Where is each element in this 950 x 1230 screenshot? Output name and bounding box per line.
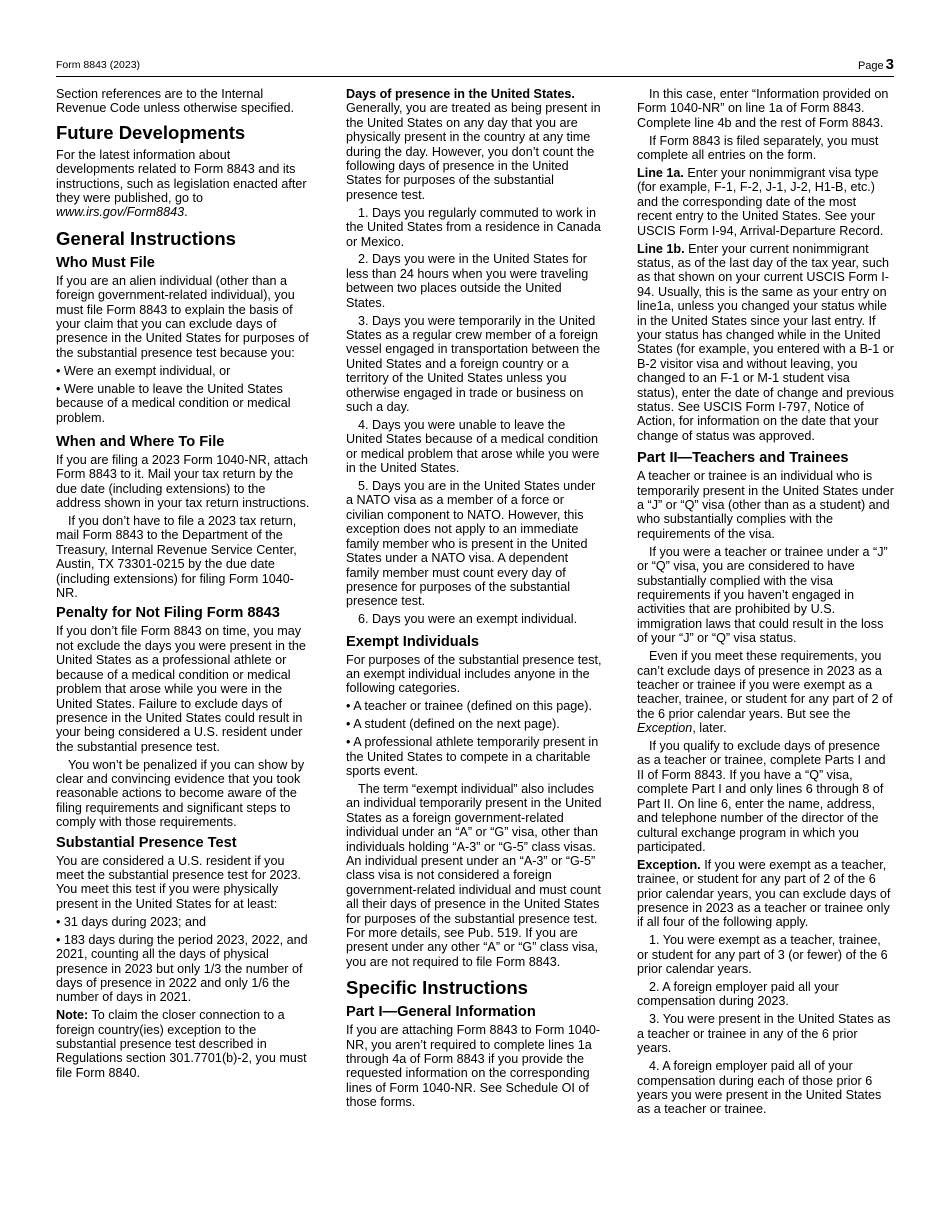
line-1a-text: Enter your nonimmigrant visa type (for example, F-1, F-2, J-1, J-2, H1-B, etc.) and the corresponding date of the most recent entry to the United States. See your USCIS Form I-94, Arrival-Departure Record. xyxy=(637,166,884,238)
day-item-5: 5. Days you are in the United States under a NATO visa as a member of a force or civilian component to NATO. However, this exception does not apply to an immediate family member who is present in the United States under a NATO visa. A dependent family member must count every day of presence for purposes of the substantial presence test. xyxy=(346,479,596,609)
penalty-text-2: You won’t be penalized if you can show by clear and convincing evidence that you took reasonable actions to become aware of the filing requirements and significant steps to comply with those requirements. xyxy=(56,757,305,830)
page-label: Page xyxy=(857,60,884,72)
teacher-text-1: A teacher or trainee is an individual who is temporarily present in the United States under a “J” or “Q” visa (other than as a student) and who substantially complies with the requirements of the visa. xyxy=(637,469,894,541)
when-where-text-1: If you are filing a 2023 Form 1040-NR, attach Form 8843 to it. Mail your tax return by the due date (including extensions) to the address shown in your tax return instructions. xyxy=(56,452,310,511)
note-text: To claim the closer connection to a foreign country(ies) exception to the substantial presence test described in Regulations section 301.7701(b)-2, you must file Form 8840. xyxy=(56,1008,307,1080)
heading-part-2: Part II—Teachers and Trainees xyxy=(637,450,849,467)
heading-part-1: Part I—General Information xyxy=(346,1004,536,1021)
exempt-text: For purposes of the substantial presence test, an exempt individual includes anyone in the following categories. xyxy=(346,652,602,696)
exception-text: If you were exempt as a teacher, trainee, or student for any part of 2 of the 6 prior calendar years, you can exclude days of presence in 2023 as a teacher or trainee only if all four of the following apply. xyxy=(637,857,891,930)
teacher-text-3a: Even if you meet these requirements, you can’t exclude days of presence in 2023 as a teacher or trainee if you were exempt as a teacher, trainee, or student for any part of 2 of the 6 prior calendar years. But see the xyxy=(637,649,893,721)
day-item-1: 1. Days you regularly commuted to work in the United States from a residence in Canada or Mexico. xyxy=(346,205,601,249)
teacher-text-3 xyxy=(637,649,894,735)
line-1b xyxy=(637,242,894,444)
exception-reference: Exception xyxy=(637,721,693,736)
line-1a-label: Line 1a. xyxy=(637,166,684,181)
day-item-2: 2. Days you were in the United States for less than 24 hours when you were traveling between two places outside the United States. xyxy=(346,252,589,310)
exception-item-1: 1. You were exempt as a teacher, trainee, or student for any part of 3 (or fewer) of the 6 prior calendar years. xyxy=(637,933,888,977)
heading-who-must-file: Who Must File xyxy=(56,254,155,271)
column-1 xyxy=(56,87,312,1084)
who-must-file-text: If you are an alien individual (other than a foreign government-related individual), you must file Form 8843 to explain the basis of your claim that you can exclude days of presence in the United States for purposes of the substantial presence test because you: xyxy=(56,273,309,360)
bullet-31-days: • 31 days during 2023; and xyxy=(56,914,207,929)
day-item-4: 4. Days you were unable to leave the United States because of a medical condition or medical problem that arose while you were in the United States. xyxy=(346,417,600,476)
when-where-text-2: If you don’t have to file a 2023 tax return, mail Form 8843 to the Department of the Treasury, Internal Revenue Service Center, Austin, TX 73301-0215 by the due date (including extensions) for filing Form 1040-NR. xyxy=(56,514,297,601)
part-1-text: If you are attaching Form 8843 to Form 1040-NR, you aren’t required to complete lines 1a through 4a of Form 8843 if you provide the requested information on the corresponding lines of Form 1040-NR. See Schedule OI of those forms. xyxy=(346,1023,601,1110)
heading-substantial-presence: Substantial Presence Test xyxy=(56,834,237,851)
line-1b-label: Line 1b. xyxy=(637,241,685,256)
future-developments-text: For the latest information about developments related to Form 8843 and its instructions, such as legislation enacted after they were published, go to www.irs.gov/Form8843. xyxy=(56,147,307,220)
column-3 xyxy=(637,87,894,1120)
future-text: For the latest information about developments related to Form 8843 and its instructions, such as legislation enacted after they were published, go to xyxy=(56,147,307,206)
note-label: Note: xyxy=(56,1008,89,1023)
exempt-bullet-1: • A teacher or trainee (defined on this page). xyxy=(346,699,592,714)
exempt-term-text: The term “exempt individual” also includes an individual temporarily present in the United States as a foreign government-related individual under an “A” or “G” visa, other than individuals holding “A-3” or “G-5” class visas. An individual present under an “A-3” or “G-5” class visa is not considered a foreign government-related individual and must count all their days of presence in the United States for purposes of the substantial presence test. For more details, see Pub. 519. If you are present under any other “A” or “G” class visa, you are not required to file Form 8843. xyxy=(346,781,602,969)
in-this-case-text: In this case, enter “Information provided on Form 1040-NR” on line 1a of Form 8843. Complete line 4b and the rest of Form 8843. xyxy=(637,87,889,130)
exception-item-2: 2. A foreign employer paid all your compensation during 2023. xyxy=(637,980,839,1009)
line-1a xyxy=(637,166,894,238)
exempt-bullet-3: • A professional athlete temporarily present in the United States to compete in a charitable sports event. xyxy=(346,735,599,778)
days-label: Days of presence in the United States. xyxy=(346,87,575,101)
page-header xyxy=(56,56,894,77)
bullet-exempt-individual: • Were an exempt individual, or xyxy=(56,363,231,378)
days-of-presence xyxy=(346,87,603,202)
heading-future-developments: Future Developments xyxy=(56,121,246,143)
line-1b-text: Enter your current nonimmigrant status, as of the last day of the tax year, such as that shown on your current USCIS Form I-94. Usually, this is the same as your entry on line1a, unless you changed your status while in the United States since your last entry. If your status has changed while in the United States (for example, you entered with a B-1 or B-2 visitor visa and without leaving, you changed to an F-1 or M-1 student visa status), enter the date of change and previous status. See USCIS Form I-797, Notice of Action, for information on the date that your change of status was approved. xyxy=(637,241,894,443)
irs-link[interactable]: www.irs.gov/Form8843 xyxy=(56,205,185,220)
note-paragraph xyxy=(56,1008,312,1080)
page-num: 3 xyxy=(885,56,894,73)
column-2 xyxy=(346,87,603,1113)
page-number xyxy=(858,56,894,73)
exception-item-4: 4. A foreign employer paid all of your compensation during each of those prior 6 years you were present in the United States as a teacher or trainee. xyxy=(637,1059,882,1117)
day-item-3: 3. Days you were temporarily in the United States as a regular crew member of a foreign vessel engaged in transportation between the United States and a foreign country or a territory of the United States unless you otherwise engaged in trade or business on such a day. xyxy=(346,313,601,415)
spt-text: You are considered a U.S. resident if you meet the substantial presence test for 2023. You meet this test if you were physically present in the United States for at least: xyxy=(56,853,302,911)
penalty-text-1: If you don’t file Form 8843 on time, you may not exclude the days you were present in the United States as a professional athlete or because of a medical condition or medical problem that arose while you were in the United States. Failure to exclude days of presence in the United States could result in your being considered a U.S. resident under the substantial presence test. xyxy=(56,624,306,754)
heading-when-where: When and Where To File xyxy=(56,433,225,450)
filed-separately-text: If Form 8843 is filed separately, you must complete all entries on the form. xyxy=(637,133,879,163)
heading-general-instructions: General Instructions xyxy=(56,227,236,249)
bullet-unable-to-leave: • Were unable to leave the United States because of a medical condition or medical problem. xyxy=(56,381,291,425)
heading-specific-instructions: Specific Instructions xyxy=(346,977,528,999)
form-name: Form 8843 (2023) xyxy=(56,59,141,71)
exception-label: Exception. xyxy=(637,857,701,872)
bullet-183-days: • 183 days during the period 2023, 2022, and 2021, counting all the days of physical presence in 2023 but only 1/3 the number of days of presence in 2022 and only 1/6 the number of days in 2021. xyxy=(56,932,308,1005)
heading-penalty: Penalty for Not Filing Form 8843 xyxy=(56,605,280,622)
exception-item-3: 3. You were present in the United States as a teacher or trainee in any of the 6 prior years. xyxy=(637,1012,891,1056)
exception-paragraph xyxy=(637,858,894,930)
heading-exempt-individuals: Exempt Individuals xyxy=(346,633,479,650)
section-references: Section references are to the Internal Revenue Code unless otherwise specified. xyxy=(56,87,295,116)
days-text: Generally, you are treated as being present in the United States on any day that you are physically present in the country at any time during the day. However, you don’t count the following days of presence in the United States for purposes of the substantial presence test. xyxy=(346,101,601,202)
day-item-6: 6. Days you were an exempt individual. xyxy=(358,612,578,627)
teacher-text-4: If you qualify to exclude days of presence as a teacher or trainee, complete Parts I and II of Form 8843. If you have a “Q” visa, complete Part I and only lines 6 through 8 of Part II. On line 6, enter the name, address, and telephone number of the director of the cultural exchange program in which you participated. xyxy=(637,739,886,854)
teacher-text-3b: , later. xyxy=(692,721,727,736)
teacher-text-2: If you were a teacher or trainee under a “J” or “Q” visa, you are considered to have substantially complied with the visa requirements if you haven’t engaged in activities that are prohibited by U.S. immigration laws that could result in the loss of your “J” or “Q” visa status. xyxy=(637,544,888,646)
exempt-bullet-2: • A student (defined on the next page). xyxy=(346,717,560,732)
